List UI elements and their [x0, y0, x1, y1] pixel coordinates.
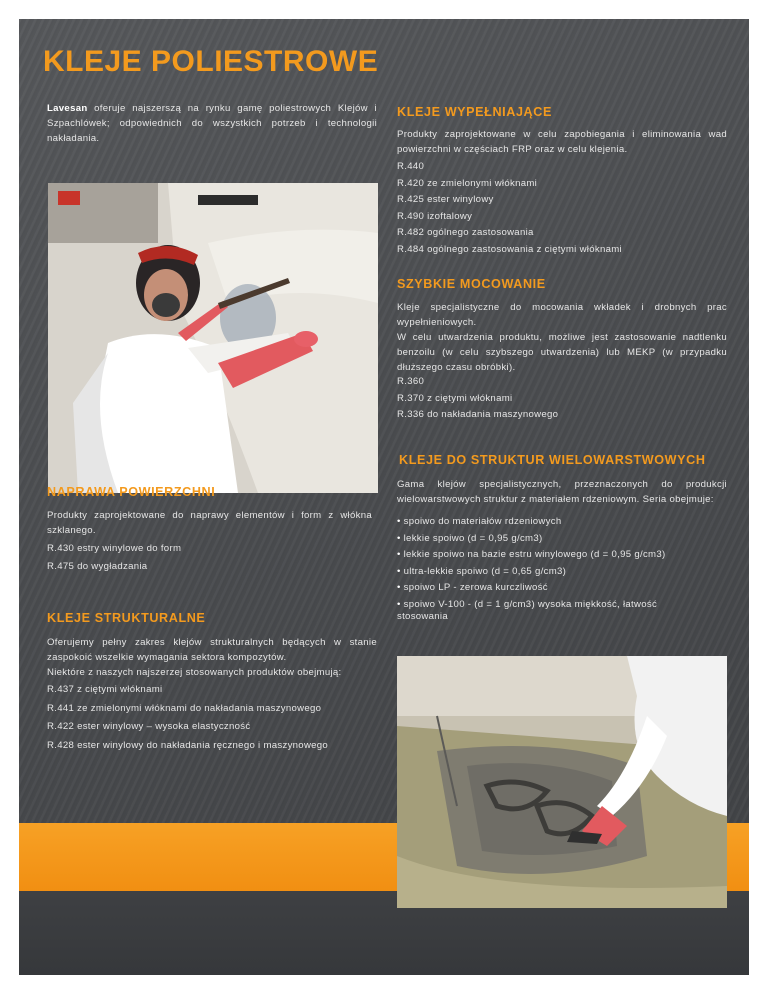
wielowarstwowe-description: Gama klejów specjalistycznych, przeznaczonych do produkcji wielowarstwowych struktur z materiałem rdzeniowym. Seria obejmuje:	[397, 479, 727, 505]
heading-kleje-strukturalne: KLEJE STRUKTURALNE	[47, 611, 206, 625]
list-item: R.437 z ciętymi włóknami	[47, 684, 163, 695]
list-item: R.440	[397, 161, 425, 172]
strukturalne-description-1: Oferujemy pełny zakres klejów strukturalnych będących w stanie zaspokoić wszelkie wymagania sektora kompozytów.	[47, 637, 377, 663]
list-item: • spoiwo LP - zerowa kurczliwość	[397, 582, 727, 599]
szybkie-list	[397, 376, 558, 426]
list-item: R.336 do nakładania maszynowego	[397, 409, 559, 421]
szybkie-description	[397, 300, 727, 375]
heading-naprawa-powierzchni: NAPRAWA POWIERZCHNI	[47, 485, 216, 499]
naprawa-list	[47, 543, 181, 578]
list-item: • lekkie spoiwo na bazie estru winylowego (d = 0,95 g/cm3)	[397, 549, 727, 566]
list-item: R.370 z ciętymi włóknami	[397, 392, 513, 404]
list-item: • lekkie spoiwo (d = 0,95 g/cm3)	[397, 533, 727, 550]
list-item: R.484 ogólnego zastosowania z ciętymi włóknami	[397, 243, 622, 255]
intro-paragraph	[47, 101, 377, 146]
wypelniajace-description: Produkty zaprojektowane w celu zapobiegania i eliminowania wad powierzchni w częściach FRP oraz w celu klejenia.	[397, 129, 727, 155]
list-item: R.428 ester winylowy do nakładania ręcznego i maszynowego	[47, 739, 329, 751]
szybkie-description-2: W celu utwardzenia produktu, możliwe jest zastosowanie nadtlenku benzoilu (w celu szybszego utwardzenia) lub MEKP (w przypadku dłuższego czasu obróbki).	[397, 332, 727, 373]
list-item: R.420 ze zmielonymi włóknami	[397, 177, 538, 189]
photo-worker-applying-adhesive	[397, 656, 727, 908]
brand-name: Lavesan	[47, 103, 88, 114]
list-item: • spoiwo V-100 - (d = 1 g/cm3) wysoka miękkość, łatwość stosowania	[397, 599, 697, 623]
list-item: R.482 ogólnego zastosowania	[397, 227, 534, 239]
strukturalne-list	[47, 684, 328, 758]
photo-worker-spatula-illustration	[48, 183, 378, 493]
heading-struktury-wielowarstwowe: KLEJE DO STRUKTUR WIELOWARSTWOWYCH	[399, 453, 706, 467]
page-title: KLEJE POLIESTROWE	[43, 45, 379, 78]
list-item: R.430 estry winylowe do form	[47, 543, 182, 554]
strukturalne-description	[47, 635, 377, 680]
wielowarstwowe-list	[397, 516, 727, 623]
naprawa-description: Produkty zaprojektowane do naprawy elementów i form z włókna szklanego.	[47, 510, 372, 536]
list-item: • ultra-lekkie spoiwo (d = 0,65 g/cm3)	[397, 566, 727, 583]
intro-text: oferuje najszerszą na rynku gamę poliestrowych Klejów i Szpachlówek; odpowiednich do wszystkich potrzeb i technologii nakładania.	[47, 103, 377, 144]
photo-worker-spatula	[48, 183, 378, 493]
strukturalne-description-2: Niektóre z naszych najszerzej stosowanych produktów obejmują:	[47, 667, 342, 678]
list-item: • spoiwo do materiałów rdzeniowych	[397, 516, 727, 533]
photo-worker-applying-adhesive-illustration	[397, 656, 727, 908]
list-item: R.422 ester winylowy – wysoka elastyczność	[47, 721, 251, 733]
brochure-panel	[19, 19, 749, 975]
list-item: R.425 ester winylowy	[397, 194, 494, 206]
list-item: R.360	[397, 376, 425, 387]
list-item: R.475 do wygładzania	[47, 561, 148, 572]
szybkie-description-1: Kleje specjalistyczne do mocowania wkładek i drobnych prac wypełnieniowych.	[397, 302, 727, 328]
heading-kleje-wypelniajace: KLEJE WYPEŁNIAJĄCE	[397, 105, 552, 119]
wypelniajace-list	[397, 161, 622, 261]
list-item: R.441 ze zmielonymi włóknami do nakładania maszynowego	[47, 702, 322, 714]
list-item: R.490 izoftalowy	[397, 210, 473, 222]
heading-szybkie-mocowanie: SZYBKIE MOCOWANIE	[397, 277, 546, 291]
